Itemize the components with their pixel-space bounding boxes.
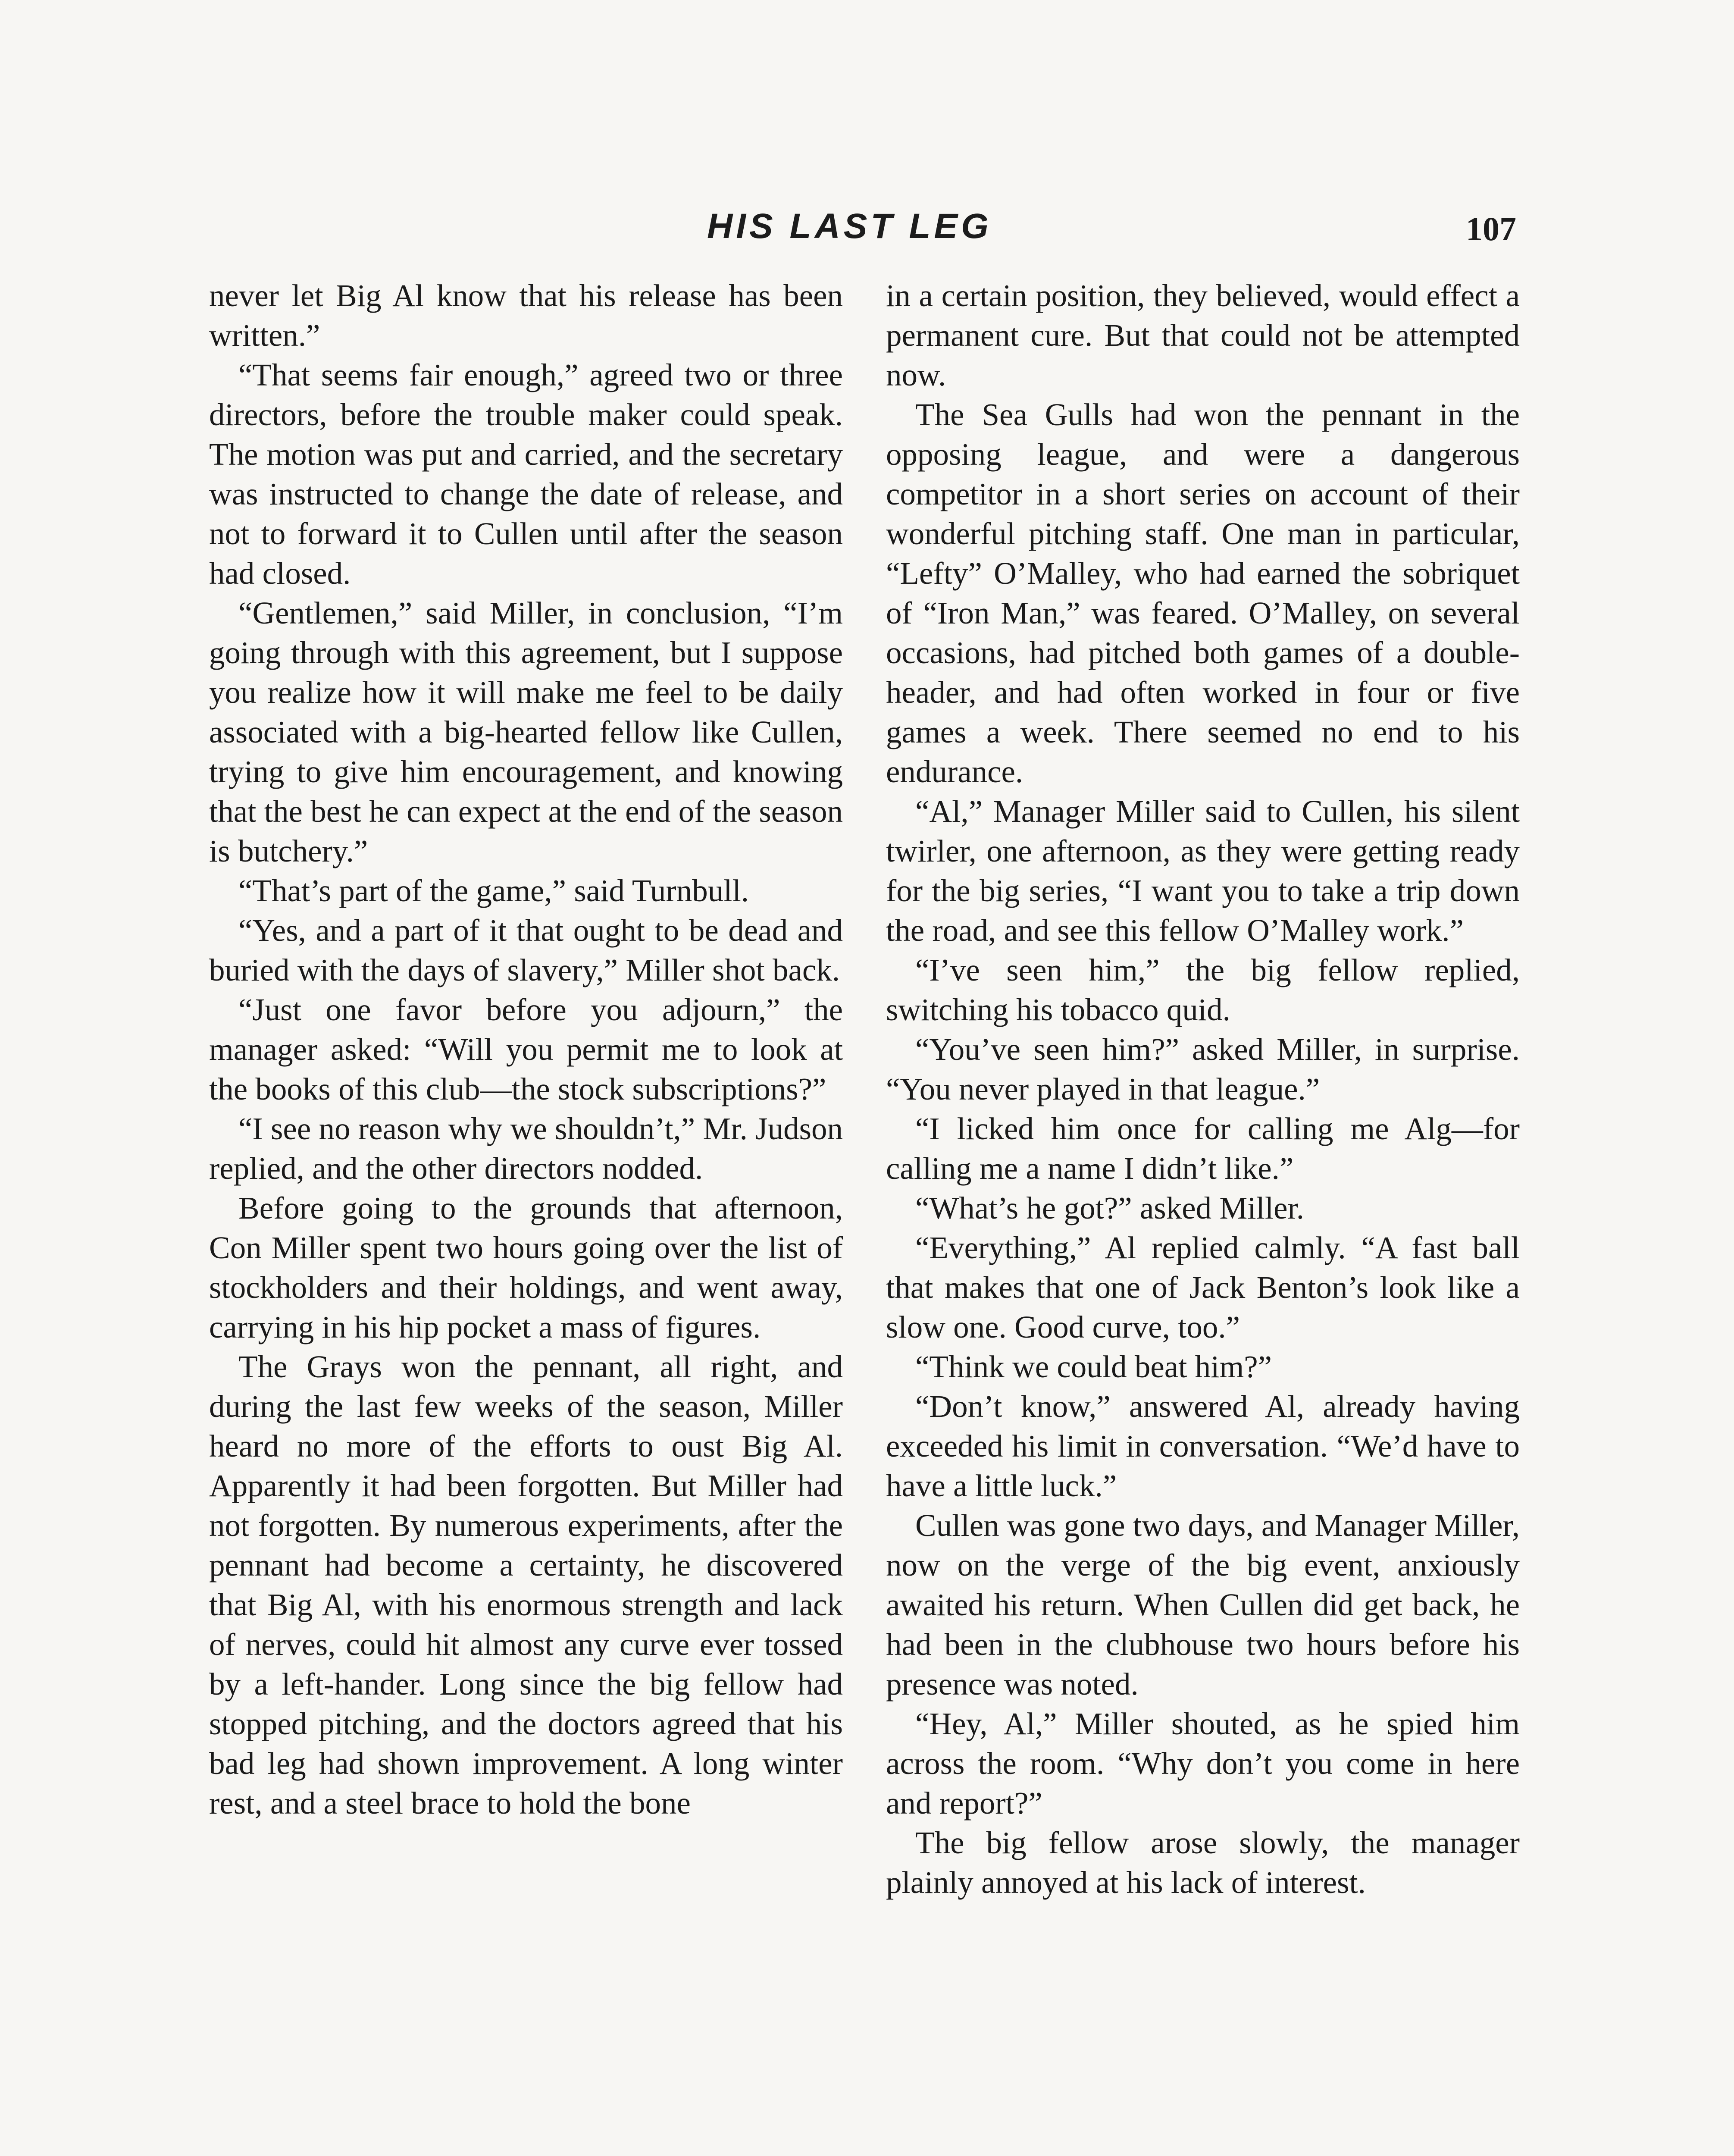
paragraph: “I licked him once for calling me Alg—for calling me a name I didn’t like.”	[886, 1111, 1520, 1186]
paragraph: “I’ve seen him,” the big fellow replied, switching his tobacco quid.	[886, 953, 1520, 1027]
right-column	[886, 276, 1520, 1902]
paragraph: “I see no reason why we shouldn’t,” Mr. Judson replied, and the other directors nodded.	[209, 1111, 843, 1186]
paragraph: “Al,” Manager Miller said to Cullen, his silent twirler, one afternoon, as they were getting ready for the big series, “I want you to take a trip down the road, and see this fellow O’Malley work.”	[886, 794, 1520, 948]
paragraph: The Grays won the pennant, all right, and during the last few weeks of the season, Miller heard no more of the efforts to oust Big Al. Apparently it had been forgotten. But Miller had not forgotten. By numerous experiments, after the pennant had become a certainty, he discovered that Big Al, with his enormous strength and lack of nerves, could hit almost any curve ever tossed by a left-hander. Long since the big fellow had stopped pitching, and the doctors agreed that his bad leg had shown improvement. A long winter rest, and a steel brace to hold the bone	[209, 1349, 843, 1821]
paragraph: “What’s he got?” asked Miller.	[915, 1191, 1305, 1225]
paragraph: “That seems fair enough,” agreed two or three directors, before the trouble maker could speak. The motion was put and carried, and the secretary was instructed to change the date of release, and not to forward it to Cullen until after the season had closed.	[209, 357, 843, 591]
page-header	[0, 203, 1734, 263]
paragraph: “Hey, Al,” Miller shouted, as he spied him across the room. “Why don’t you come in here and report?”	[886, 1706, 1520, 1821]
paragraph: “Yes, and a part of it that ought to be dead and buried with the days of slavery,” Miller shot back.	[209, 913, 843, 987]
paragraph: “Think we could beat him?”	[915, 1349, 1272, 1384]
paragraph: The big fellow arose slowly, the manager plainly annoyed at his lack of interest.	[886, 1825, 1520, 1900]
paragraph: Cullen was gone two days, and Manager Miller, now on the verge of the big event, anxiously awaited his return. When Cullen did get back, he had been in the clubhouse two hours before his presence was noted.	[886, 1508, 1520, 1702]
paragraph: in a certain position, they believed, would effect a permanent cure. But that could not be attempted now.	[886, 278, 1520, 392]
paragraph: never let Big Al know that his release has been written.”	[209, 278, 843, 353]
page-number: 107	[1466, 210, 1516, 248]
paragraph: “Don’t know,” answered Al, already having exceeded his limit in conversation. “We’d have to have a little luck.”	[886, 1389, 1520, 1503]
left-column	[209, 276, 843, 1823]
running-head: HIS LAST LEG	[707, 207, 992, 246]
paragraph: “That’s part of the game,” said Turnbull.	[238, 873, 749, 908]
paragraph: The Sea Gulls had won the pennant in the opposing league, and were a dangerous competitor in a short series on account of their wonderful pitching staff. One man in particular, “Lefty” O’Malley, who had earned the sobriquet of “Iron Man,” was feared. O’Malley, on several occasions, had pitched both games of a double-header, and had often worked in four or five games a week. There seemed no end to his endurance.	[886, 397, 1520, 789]
paragraph: Before going to the grounds that afternoon, Con Miller spent two hours going over the list of stockholders and their holdings, and went away, carrying in his hip pocket a mass of figures.	[209, 1191, 843, 1344]
paragraph: “Just one favor before you adjourn,” the manager asked: “Will you permit me to look at the books of this club—the stock subscriptions?”	[209, 992, 843, 1106]
paragraph: “You’ve seen him?” asked Miller, in surprise. “You never played in that league.”	[886, 1032, 1520, 1106]
paragraph: “Gentlemen,” said Miller, in conclusion, “I’m going through with this agreement, but I suppose you realize how it will make me feel to be daily associated with a big-hearted fellow like Cullen, trying to give him encouragement, and knowing that the best he can expect at the end of the season is butchery.”	[209, 595, 843, 868]
paragraph: “Everything,” Al replied calmly. “A fast ball that makes that one of Jack Benton’s look like a slow one. Good curve, too.”	[886, 1230, 1520, 1344]
